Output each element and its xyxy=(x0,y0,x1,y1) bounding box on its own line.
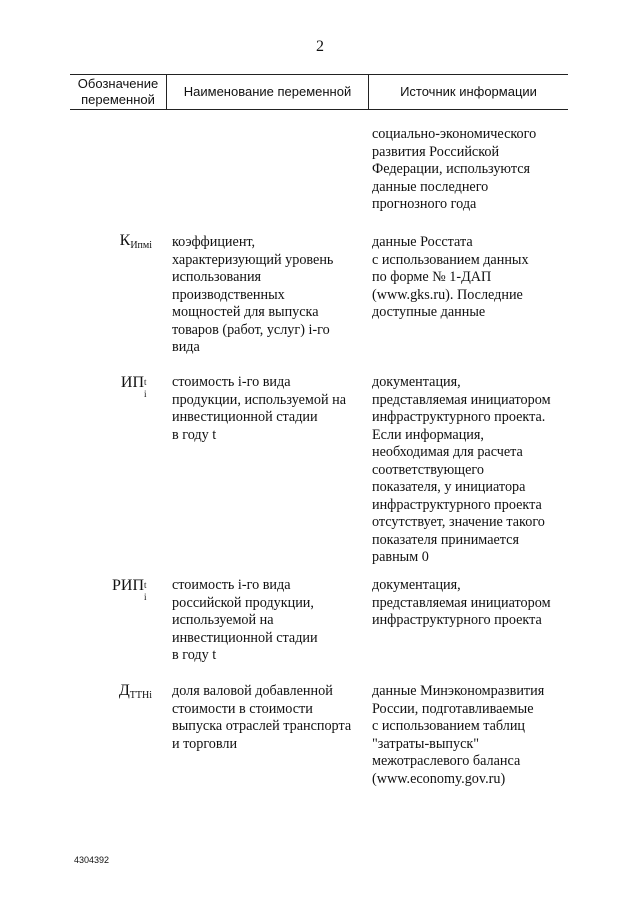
row-source: данные Минэкономразвития России, подготавливаемые с использованием таблиц "затраты-выпуск" межотраслевого баланса (www.economy.gov.ru) xyxy=(372,683,545,787)
row-source: данные Росстата с использованием данных по форме № 1-ДАП (www.gks.ru). Последние доступные данные xyxy=(372,234,529,320)
row-name: стоимость i-го вида продукции, используемой на инвестиционной стадии в году t xyxy=(172,374,346,443)
row-source: документация, представляемая инициатором инфраструктурного проекта. Если информация, необходимая для расчета соответствующего показателя, у инициатора инфраструктурного проекта отсутствует, значение такого показателя принимается равным 0 xyxy=(372,374,551,565)
header-information-source: Источник информации xyxy=(400,83,537,99)
row-symbol: ИП t i xyxy=(120,374,147,399)
header-variable-symbol: Обозначение переменной xyxy=(77,75,159,107)
row-name: коэффициент, характеризующий уровень использования производственных мощностей для выпуска товаров (работ, услуг) i-го вида xyxy=(172,234,334,355)
row-symbol: РИП t i xyxy=(111,577,147,602)
row-symbol: $Д_{ТТНi}$ xyxy=(118,682,152,701)
continuation-source: социально-экономического развития Российской Федерации, используются данные последнего прогнозного года xyxy=(372,126,537,212)
row-source: документация, представляемая инициатором инфраструктурного проекта xyxy=(372,577,551,628)
row-symbol: $К_{Ипмi}$ xyxy=(119,232,152,251)
page-number: 2 xyxy=(316,38,324,55)
header-variable-name: Наименование переменной xyxy=(183,83,352,99)
row-name: стоимость i-го вида российской продукции, используемой на инвестиционной стадии в году t xyxy=(172,577,318,663)
table-header-rule xyxy=(70,109,568,110)
document-id: 4304392 xyxy=(74,855,110,865)
row-name: доля валовой добавленной стоимости в стоимости выпуска отраслей транспорта и торговли xyxy=(172,683,352,752)
